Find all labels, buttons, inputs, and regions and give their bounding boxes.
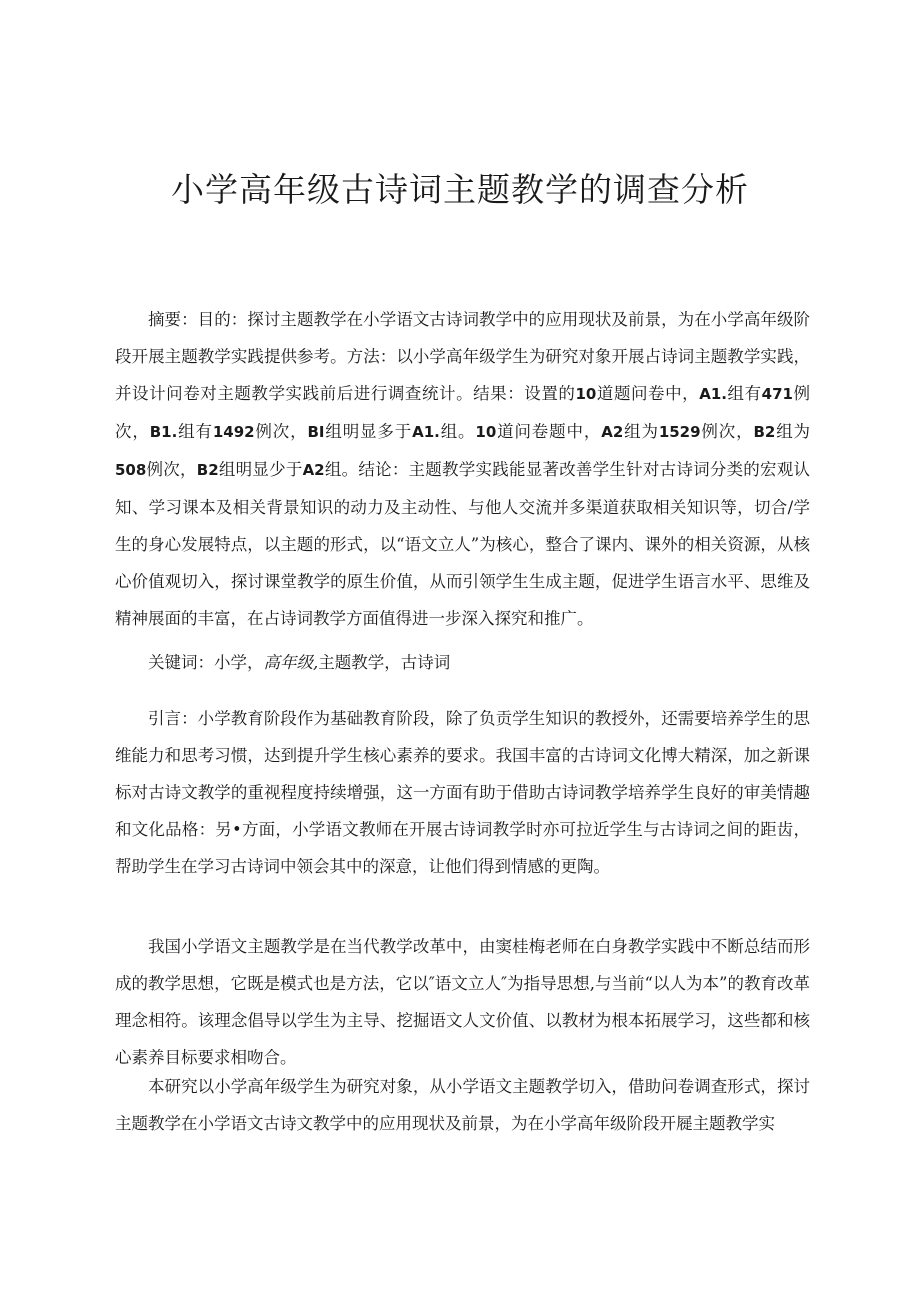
abstract-number: A2 — [302, 461, 325, 479]
abstract-text: 道问卷题中， — [496, 422, 602, 441]
abstract-number: B2 — [196, 461, 219, 479]
abstract-number: B2 — [753, 423, 776, 441]
abstract-number: 1492 — [212, 423, 255, 441]
abstract-number: A1. — [699, 385, 727, 403]
abstract-number: 508 — [115, 461, 147, 479]
abstract-text: 组。结论：主题教学实践能显著改善学生针对古诗词分类的宏观认知、学习课本及相关背景知识的动力及主动性、与他人交流并多渠道获取相关知识等，切合/学生的身心发展特点，以主题的形式，以“语文立人”为核心，整合了课内、课外的相关资源，从核心价值观切入，探讨课堂教学的原生价值，从而引领学生生成主题，促进学生语言水平、思维及精神展面的丰富，在占诗词教学方面值得进一步深入探究和推广。 — [115, 460, 811, 628]
abstract-number: 471 — [761, 385, 793, 403]
abstract-text: 摘要：目的：探讨主题教学在小学语文古诗词教学中的应用现状及前景，为在小学高年级阶段开展主题教学实践提供参考。方法：以小学高年级学生为研究对象开展占诗词主题教学实践，并设计问卷对主题教学实践前后进行调查统计。结果：设置的 — [115, 310, 810, 403]
abstract-number: BI — [307, 423, 325, 441]
abstract-number: A1. — [412, 423, 440, 441]
abstract-number: A2 — [601, 423, 624, 441]
intro-paragraph: 引言：小学教育阶段作为基础教育阶段，除了负贡学生知识的教授外，还需要培养学生的思维能力和思考习惯，达到提升学生核心素养的要求。我国丰富的古诗词文化博大精深，加之新课标对古诗文教学的重视程度持续增强，这一方面有助于借助古诗词教学培养学生良好的审美情趣和文化品格：另•方面，小学语文教师在开展古诗词教学时亦可拉近学生与古诗词之间的距齿，帮助学生在学习古诗词中领会其中的深意，让他们得到情感的更陶。 — [115, 709, 810, 876]
abstract-text: 道题问卷中， — [596, 384, 700, 403]
abstract-text: 例次， — [146, 460, 197, 479]
abstract-text: 例次， — [700, 422, 754, 441]
abstract-text: 组明显多于 — [324, 422, 413, 441]
abstract-text: 组有 — [726, 384, 762, 403]
abstract-number: 1529 — [658, 423, 701, 441]
keywords-label: 关键词：小学， — [148, 653, 264, 672]
abstract-text: 例次， — [115, 384, 811, 441]
abstract-text: 组有 — [177, 422, 213, 441]
keywords-italic: 高年级, — [263, 653, 319, 672]
keywords-rest: 主题教学，古诗词 — [318, 653, 451, 672]
abstract-number: B1. — [149, 423, 178, 441]
document-title: 小学高年级古诗词主题教学的调查分析 — [171, 170, 749, 209]
abstract-number: 10 — [575, 385, 597, 403]
abstract-text: 组为 — [623, 422, 659, 441]
abstract-text: 组为 — [775, 422, 811, 441]
abstract-text: 组明显少于 — [218, 460, 303, 479]
abstract-number: 10 — [475, 423, 497, 441]
body-paragraph-2: 我国小学语文主题教学是在当代教学改革中，由窦桂梅老师在白身教学实践中不断总结而形成的教学思想，它既是模式也是方法，它以″语文立人″为指导思想,与当前“以人为本”的教育改革理念相符。该理念倡导以学生为主导、挖掘语文人文价值、以教材为根本拓展学习，这些都和核心素养目标要求相吻合。 — [115, 937, 810, 1067]
body-paragraph-3: 本研究以小学高年级学生为研究对象，从小学语文主题教学切入，借助问卷调查形式，探讨主题教学在小学语文古诗文教学中的应用现状及前景，为在小学高年级阶段开屣主题教学实 — [115, 1077, 810, 1133]
abstract-text: 例次， — [254, 422, 308, 441]
abstract-text: 组。 — [439, 422, 476, 441]
keywords-paragraph — [115, 644, 810, 681]
abstract-paragraph — [115, 301, 810, 637]
